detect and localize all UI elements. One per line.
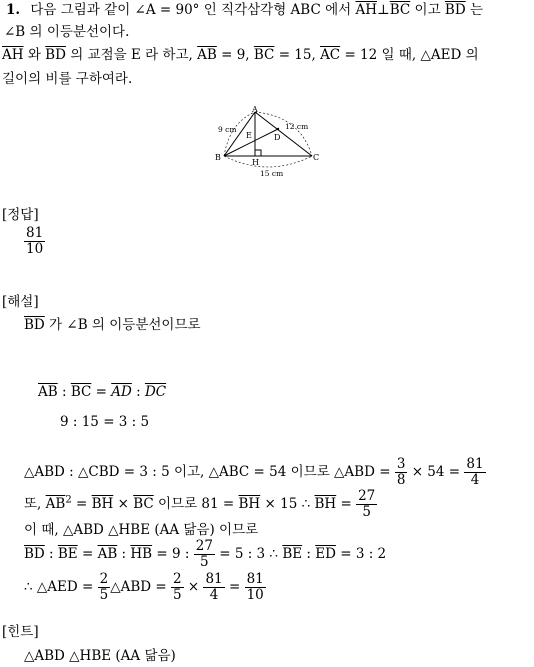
- side-ac: [255, 112, 312, 156]
- solution-step-4: $\overline{BD}$ : $\overline{BE} = \overline{AB}$ : $\overline{HB} = 9$ : $\frac{27}{5}$ = 5 : 3 ∴ $\overline{BE}$ : $\overline{ED} = 3$ : 2: [24, 538, 387, 570]
- label-b: B: [215, 153, 221, 162]
- triangle-figure: [210, 104, 330, 179]
- answer-label: [정답]: [2, 207, 39, 223]
- solution-step-5: ∴ △AED = $\frac{2}{5}$ △ABD = $\frac{2}{5}$ × $\frac{81}{4}$ = $\frac{81}{10}$: [24, 571, 264, 603]
- length-ac: 12 cm: [285, 122, 309, 131]
- problem-line-4: 길이의 비를 구하여라.: [2, 71, 133, 87]
- solution-label: [해설]: [2, 294, 39, 310]
- problem-line-1: 1. 다음 그림과 같이 ∠A = 90° 인 직각삼각형 ABC 에서 $\overline{AH}\perp\overline{BC}$ 이고 $\overline{BD}$ 는: [6, 2, 484, 18]
- label-h: H: [252, 158, 259, 167]
- length-bc: 15 cm: [260, 169, 284, 178]
- answer-value: $\frac{81}{10}$: [26, 225, 44, 257]
- ratio-numbers: 9 : 15 = 3 : 5: [60, 414, 150, 430]
- hint-label: [힌트]: [2, 624, 39, 640]
- problem-line-2: ∠B 의 이등분선이다.: [4, 24, 130, 40]
- label-e: E: [246, 131, 252, 140]
- length-ab: 9 cm: [218, 125, 237, 134]
- label-a: A: [252, 105, 258, 114]
- label-d: D: [274, 133, 281, 142]
- solution-step-3: 이 때, △ABD △HBE (AA 닮음) 이므로: [24, 522, 259, 538]
- solution-step-1: △ABD : △CBD = 3 : 5 이고, △ABC = 54 이므로 △ABD = $\frac{3}{8}$ × 54 = $\frac{81}{4}$: [24, 456, 484, 488]
- problem-number: 1.: [6, 2, 21, 18]
- hint-text: △ABD △HBE (AA 닮음): [24, 648, 176, 664]
- problem-line-3: $\overline{AH}$ 와 $\overline{BD}$ 의 교점을 E 라 하고, $\overline{AB} = 9$, $\overline{BC} = 15$, $\overline{AC} = 12$ 일 때, △AED 의: [2, 47, 479, 63]
- ratio-line: $\overline{AB}$ : $\overline{BC} = \overline{AD}$ : $\overline{DC}$: [38, 384, 167, 400]
- label-c: C: [313, 153, 320, 162]
- solution-step-2: 또, $\overline{AB}^2 = \overline{BH} \times \overline{BC}$ 이므로 $81 = \overline{BH} \times 15$ ∴ $\overline{BH}$ = $\frac{27}{5}$: [24, 488, 376, 520]
- solution-intro: $\overline{BD}$ 가 ∠B 의 이등분선이므로: [24, 317, 201, 333]
- arc-bc: [224, 156, 312, 167]
- right-angle-mark: [255, 150, 261, 156]
